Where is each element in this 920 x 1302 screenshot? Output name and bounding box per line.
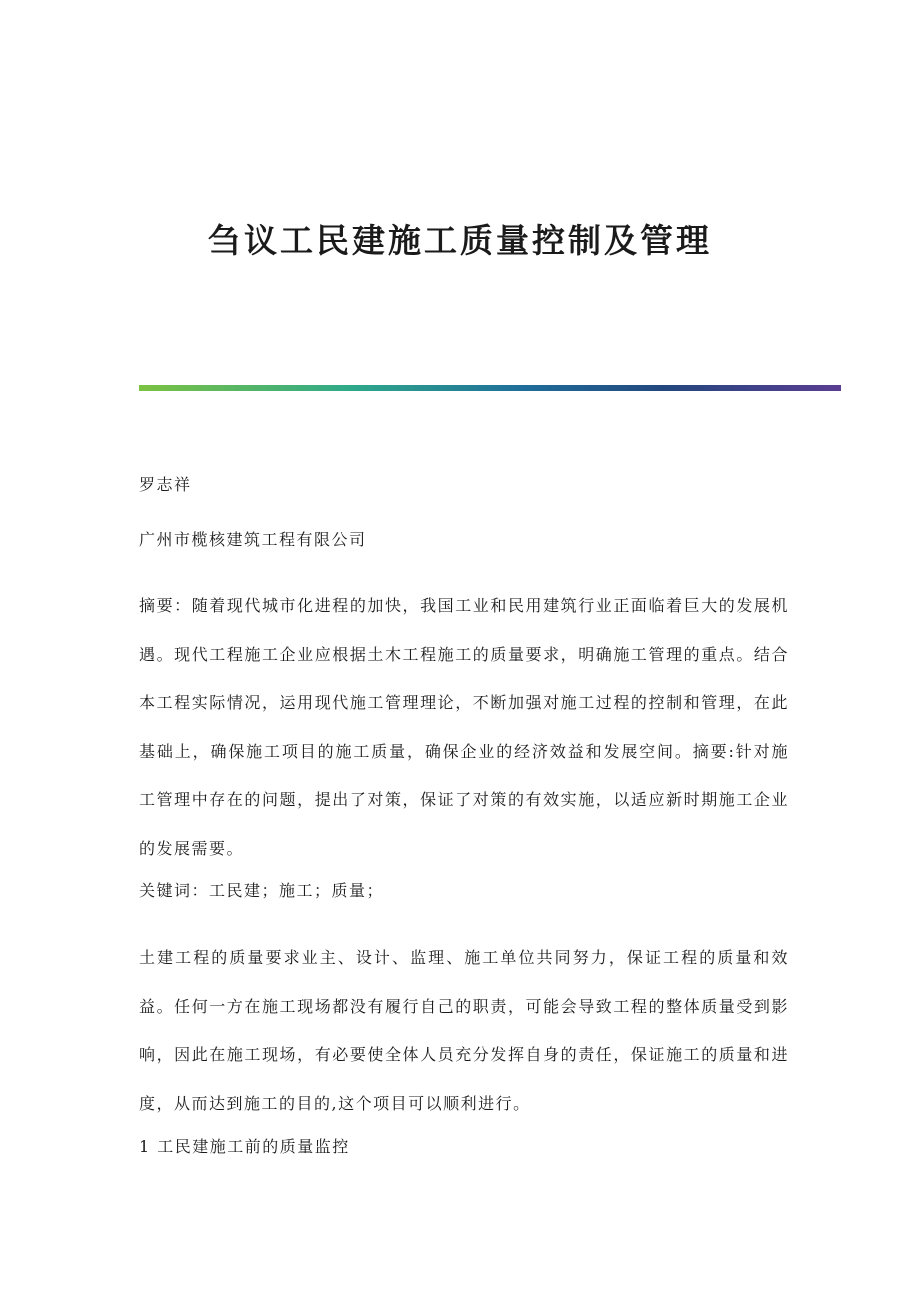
keywords-line: 关键词：工民建；施工；质量； xyxy=(139,881,385,900)
abstract-paragraph: 摘要：随着现代城市化进程的加快，我国工业和民用建筑行业正面临着巨大的发展机遇。现代工程施工企业应根据土木工程施工的质量要求，明确施工管理的重点。结合本工程实际情况，运用现代施工管理理论，不断加强对施工过程的控制和管理，在此基础上，确保施工项目的施工质量，确保企业的经济效益和发展空间。摘要:针对施工管理中存在的问题，提出了对策，保证了对策的有效实施，以适应新时期施工企业的发展需要。 xyxy=(139,596,789,858)
section-heading: 1 工民建施工前的质量监控 xyxy=(139,1137,350,1156)
body-paragraph: 土建工程的质量要求业主、设计、监理、施工单位共同努力，保证工程的质量和效益。任何一方在施工现场都没有履行自己的职责，可能会导致工程的整体质量受到影响，因此在施工现场，有必要使全体人员充分发挥自身的责任，保证施工的质量和进度，从而达到施工的目的,这个项目可以顺利进行。 xyxy=(139,948,789,1113)
title-divider xyxy=(139,385,841,391)
document-title: 刍议工民建施工质量控制及管理 xyxy=(208,221,712,260)
author-name: 罗志祥 xyxy=(139,475,192,494)
author-affiliation: 广州市榄核建筑工程有限公司 xyxy=(139,530,367,549)
